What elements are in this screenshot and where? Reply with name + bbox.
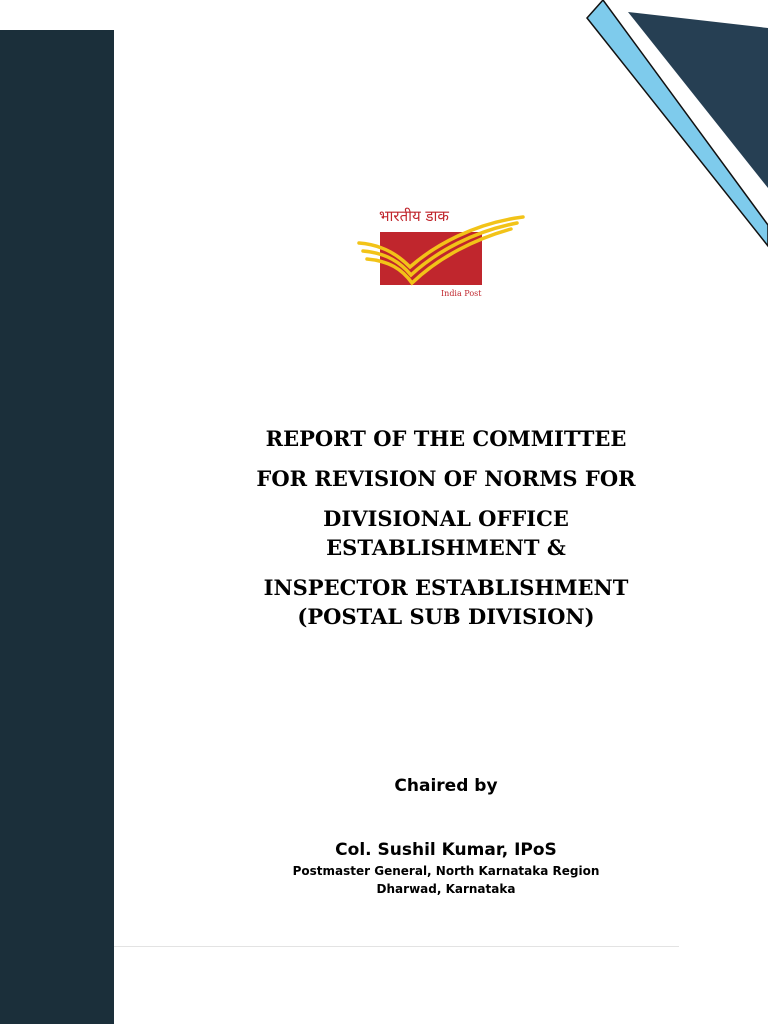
corner-light-stripe <box>587 0 768 246</box>
title-line: ESTABLISHMENT & <box>326 535 566 560</box>
chair-name: Col. Sushil Kumar, IPoS <box>335 840 557 860</box>
cover-sidebar-band <box>0 30 114 1024</box>
title-line: DIVISIONAL OFFICE <box>323 506 569 531</box>
india-post-logo <box>355 205 530 305</box>
report-title <box>180 424 712 631</box>
chair-location: Dharwad, Karnataka <box>376 882 516 896</box>
title-line: REPORT OF THE COMMITTEE <box>265 426 627 451</box>
title-line: (POSTAL SUB DIVISION) <box>297 604 595 629</box>
chair-designation: Postmaster General, North Karnataka Region <box>292 864 600 878</box>
title-line: INSPECTOR ESTABLISHMENT <box>263 575 629 600</box>
chaired-by-heading: Chaired by <box>394 776 498 796</box>
corner-dark-panel <box>628 12 768 188</box>
footer-divider <box>114 946 679 947</box>
title-line: FOR REVISION OF NORMS FOR <box>256 466 636 491</box>
logo-caption: India Post <box>441 289 482 298</box>
logo-devanagari-text: भारतीय डाक <box>379 207 449 225</box>
